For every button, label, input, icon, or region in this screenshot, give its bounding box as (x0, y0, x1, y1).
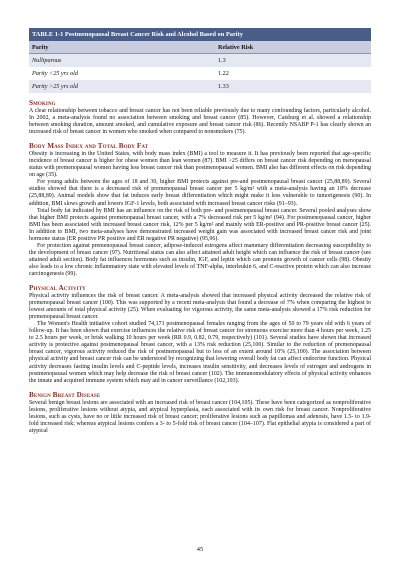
table-cell-risk: 1.33 (215, 80, 371, 93)
table-caption: TABLE 1-1 Postmenopausal Breast Cancer Risk and Alcohol Based on Parity (29, 28, 371, 41)
paragraph: Obesity is increasing in the United States, with body mass index (BMI) a tool to measure it. It has previously been reported that age-specific incidence of breast cancer is higher for obese women than lean women (87). BMI >25 differs on breast cancer risk depending on menopausal status with premenopausal women having less breast cancer risk than postmenopausal women. BMI also has different effects on risk depending on age (35). (29, 151, 371, 179)
table-cell-parity: Nulliparous (29, 54, 215, 68)
risk-table (29, 28, 371, 93)
paragraph: Physical activity influences the risk of breast cancer. A meta-analysis showed that increased physical activity decreased the relative risk of premenopausal breast cancer (100). This was supported by a recent meta-analysis that found a decrease of 7% when comparing the highest to lowest amounts of total physical activity (25). When evaluating for vigorous activity, the same meta-analysis showed a 17% risk reduction for premenopausal breast cancer. (29, 293, 371, 321)
page-content (29, 28, 371, 435)
table-header-parity: Parity (29, 41, 215, 54)
paragraph: The Women's Health initiative cohort studied 74,171 postmenopausal females ranging from the ages of 50 to 79 years old with 6 years of follow-up. It has been shown that exercise influences the relative risk of breast cancer for strenuous exercise more than 4 hours per week, 1.25 to 2.5 hours per week, or brisk walking 10 hours per week (RR 0.9, 0.82, 0.79, respectively) (101). Several studies have shown that increased activity is protective against postmenopausal breast cancer, with a 13% risk reduction (25,100). Similar to the reduction of premenopausal breast cancer, vigorous activity reduced the risk of postmenopausal but to less of an extent around 10% (25,100). The association between physical activity and breast cancer risk can be understood by recognizing that lowering overall body fat can affect endocrine function. Physical activity decreases fasting insulin levels and C-peptide levels, increases insulin sensitivity, and decreases levels of estrogen and androgens in postmenopausal women which may help decrease the risk of breast cancer (102). The immunomodulatory effects of physical activity enhances the innate and acquired immune system which may aid in cancer surveillance (102,103). (29, 321, 371, 384)
table-row (29, 54, 371, 68)
paragraph: Total body fat indicated by BMI has an influence on the risk of both pre- and postmenopausal breast cancer. Several pooled analyses show that higher BMI protects against premenopausal breast cancer, with a 7% decreased risk per 5 kg/m² (94). For postmenopausal cancer, higher BMI has been associated with increased breast cancer risk, 12% per 5 kg/m² and mainly with ER-positive and PR-positive breast cancer (25). In addition to BMI, two meta-analyses have demonstrated increased weight gain was associated with increased breast cancer risk and joint hormone status (ER positive PR positive and ER negative PR negative) (95,96). (29, 207, 371, 242)
table-row (29, 67, 371, 80)
section-heading-physical-activity: Physical Activity (29, 284, 86, 293)
table-cell-parity: Parity >25 yrs old (29, 80, 215, 93)
section-heading-smoking: Smoking (29, 99, 56, 107)
table-header-relative-risk: Relative Risk (215, 41, 371, 54)
table-cell-risk: 1.22 (215, 67, 371, 80)
paragraph: For young adults between the ages of 18 and 30, higher BMI protects against pre-and postmenopausal breast cancer (25,88,89). Several studies showed that there is a decreased risk of premenopausal breast cancer per 5 kg/m² with a meta-analysis having an 18% decrease (25,88,89). Animal models show that fat induces early breast differentiation which might make it less vulnerable to tumorigenesis (90). In addition, BMI slows growth and lowers IGF-1 levels, both associated with increased breast cancer risks (91–93). (29, 179, 371, 207)
paragraph: Several benign breast lesions are associated with an increased risk of breast cancer (104,105). These have been categorized as nonproliferative lesions, proliferative lesions without atypia, and atypical hyperplasia, each associated with its own risk for breast cancer. Nonproliferative lesions, such as cysts, have no or little increased risk of breast cancer; proliferative lesions such as papillomas and adenosis, have 1.5- to 1.9-fold increased risk; whereas atypical lesions confers a 3- to 5-fold risk of breast cancer (104–107). Flat epithelial atypia is considered a part of atypical (29, 399, 371, 434)
paragraph: A clear relationship between tobacco and breast cancer has not been reliable previously due to many confounding factors, particularly alcohol. In 2002, a meta-analysis found no association between smoking and breast cancer (85). However, Catsburg et al. showed a relationship between smoking duration, amount smoked, and cumulative exposure and breast cancer risk (86). Recently NSABP P-1 has clearly shown an increased risk of breast cancer in women who smoked when compared to nonsmokers (75). (29, 108, 371, 136)
paragraph: For protection against premenopausal breast cancer, adipose-induced estrogens affect mammary differentiation decreasing susceptibility to the development of breast cancer (97). Nutritional status can also affect attained adult height which can influence the risk of breast cancer (see attained adult section). Body fat influences hormones such as insulin, IGF, and leptin which can promote growth of cancer cells (98). Obesity also leads to a low chronic inflammatory state with elevated levels of TNF-alpha, interleukin 6, and C-reactive protein which can also increase carcinogenesis (99). (29, 242, 371, 277)
table-cell-parity: Parity <25 yrs old (29, 67, 215, 80)
table-row (29, 80, 371, 93)
table-cell-risk: 1.3 (215, 54, 371, 68)
section-heading-bmi: Body Mass Index and Total Body Fat (29, 142, 149, 151)
section-heading-benign-breast-disease: Benign Breast Disease (29, 390, 101, 399)
page-number: 45 (196, 546, 204, 553)
